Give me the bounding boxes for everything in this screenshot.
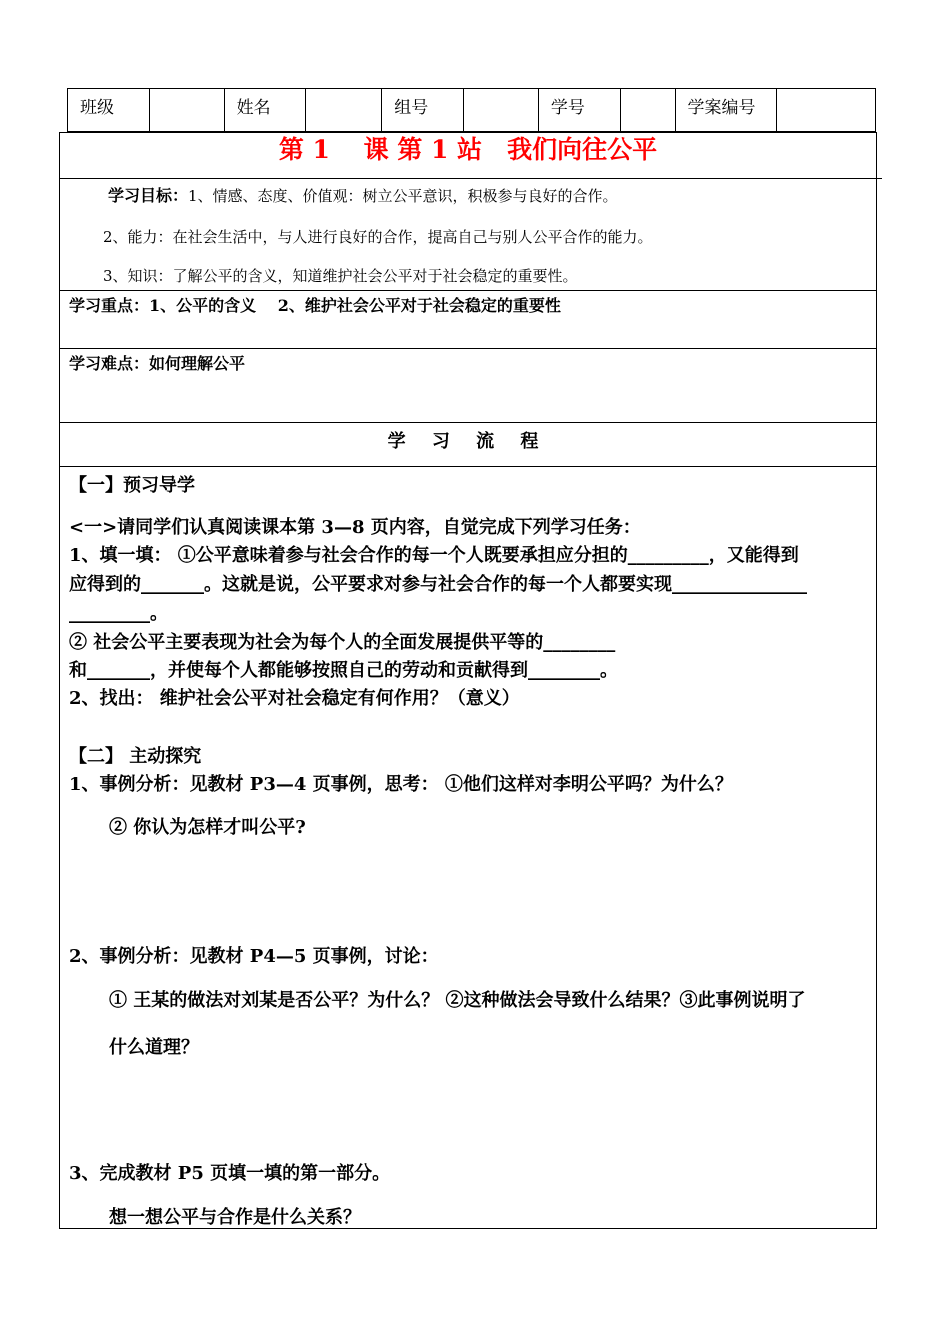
fill-question-line1: 1、填一填： ①公平意味着参与社会合作的每一个人既要承担应分担的_________，又能得到 [69, 545, 799, 566]
key-points: 学习重点：1、公平的含义 2、维护社会公平对于社会稳定的重要性 [69, 296, 561, 315]
divider [60, 422, 876, 423]
group-label: 组号 [382, 89, 464, 131]
section1-intro: <一>请同学们认真阅读课本第 3—8 页内容，自觉完成下列学习任务： [69, 517, 641, 538]
objective-item-1: 1、情感、态度、价值观：树立公平意识，积极参与良好的合作。 [188, 187, 618, 205]
objective-item-3: 3、知识：了解公平的含义，知道维护社会公平对于社会稳定的重要性。 [103, 267, 578, 285]
main-table [59, 132, 877, 1229]
section2-heading: 【二】 主动探究 [69, 746, 202, 767]
difficulties: 学习难点：如何理解公平 [69, 354, 246, 373]
fill-question-line3: _________。 [69, 603, 168, 624]
group-field[interactable] [464, 89, 539, 131]
lesson-title: 第 1 课 第 1 站 我们向往公平 [278, 135, 658, 164]
find-question: 2、找出： 维护社会公平对社会稳定有何作用？（意义） [69, 688, 520, 709]
case-analysis-2-sub2: 什么道理？ [109, 1037, 199, 1058]
objective-item-2: 2、能力：在社会生活中，与人进行良好的合作，提高自己与别人公平合作的能力。 [103, 228, 653, 246]
section1-heading: 【一】预习导学 [69, 475, 195, 496]
textbook-task-sub: 想一想公平与合作是什么关系？ [109, 1207, 361, 1228]
class-label: 班级 [68, 89, 150, 131]
case-no-field[interactable] [777, 89, 875, 131]
name-field[interactable] [306, 89, 382, 131]
textbook-task: 3、完成教材 P5 页填一填的第一部分。 [69, 1163, 391, 1184]
case-no-label: 学案编号 [676, 89, 778, 131]
divider [60, 466, 876, 467]
case-analysis-2: 2、事例分析：见教材 P4—5 页事例，讨论： [69, 946, 439, 967]
objectives-label: 学习目标： [108, 186, 189, 205]
divider [60, 290, 876, 291]
case-analysis-1-sub: ② 你认为怎样才叫公平? [109, 817, 306, 838]
student-no-label: 学号 [539, 89, 621, 131]
fill-question-line2: 应得到的_______。这就是说，公平要求对参与社会合作的每一个人都要实现_______________ [69, 574, 807, 595]
student-info-table [67, 88, 876, 132]
fill-question-line4: ② 社会公平主要表现为社会为每个人的全面发展提供平等的________ [69, 632, 616, 653]
class-field[interactable] [150, 89, 225, 131]
title-divider [60, 178, 882, 179]
name-label: 姓名 [225, 89, 307, 131]
divider [60, 348, 876, 349]
flow-heading: 学 习 流 程 [387, 431, 549, 452]
fill-question-line5: 和_______，并使每个人都能够按照自己的劳动和贡献得到________。 [69, 660, 618, 681]
objectives-line1 [108, 183, 618, 206]
case-analysis-1: 1、事例分析：见教材 P3—4 页事例，思考： ①他们这样对李明公平吗？为什么？ [69, 774, 733, 795]
student-no-field[interactable] [621, 89, 676, 131]
case-analysis-2-sub1: ① 王某的做法对刘某是否公平？为什么？ ②这种做法会导致什么结果？③此事例说明了 [109, 990, 806, 1011]
